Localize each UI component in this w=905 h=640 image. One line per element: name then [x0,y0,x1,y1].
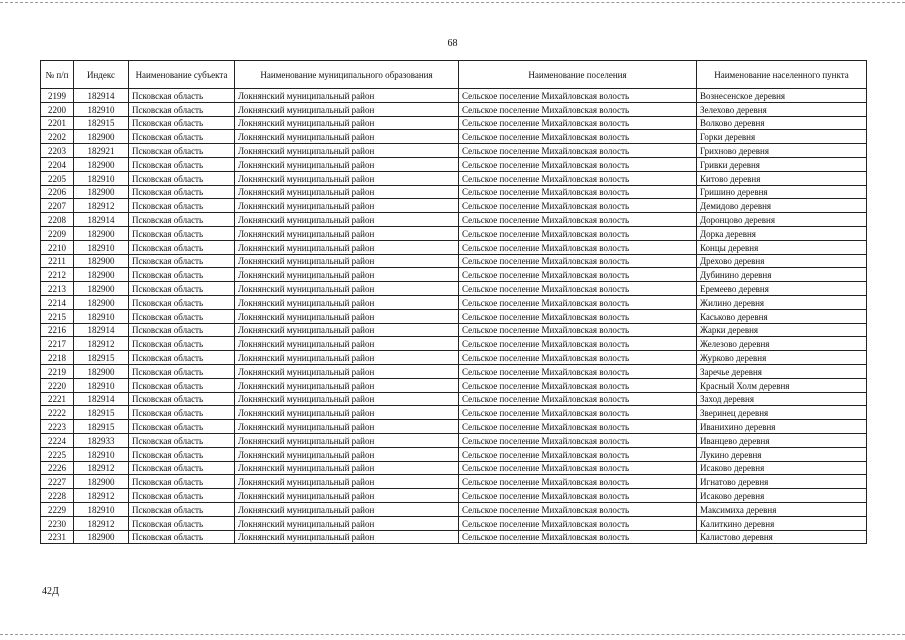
header-row [41,61,867,89]
cell-subject: Псковская область [129,171,235,185]
cell-subject: Псковская область [129,364,235,378]
cell-index: 182900 [74,282,129,296]
cell-settlement: Сельское поселение Михайловская волость [459,475,697,489]
cell-municipality: Локнянский муниципальный район [235,240,459,254]
cell-subject: Псковская область [129,295,235,309]
cell-number: 2227 [41,475,74,489]
cell-settlement: Сельское поселение Михайловская волость [459,392,697,406]
table-row [41,213,867,227]
cell-locality: Максимиха деревня [697,502,867,516]
cell-number: 2201 [41,116,74,130]
cell-locality: Китово деревня [697,171,867,185]
cell-municipality: Локнянский муниципальный район [235,489,459,503]
cell-number: 2225 [41,447,74,461]
cell-subject: Псковская область [129,433,235,447]
header-settlement: Наименование поселения [459,61,697,89]
cell-number: 2206 [41,185,74,199]
cell-subject: Псковская область [129,157,235,171]
cell-settlement: Сельское поселение Михайловская волость [459,185,697,199]
cell-subject: Псковская область [129,378,235,392]
cell-locality: Звеpинец деревня [697,406,867,420]
cell-number: 2199 [41,89,74,103]
cell-locality: Иванихино деревня [697,420,867,434]
table-body [41,89,867,544]
cell-index: 182900 [74,268,129,282]
cell-subject: Псковская область [129,240,235,254]
cell-locality: Гришино деревня [697,185,867,199]
cell-settlement: Сельское поселение Михайловская волость [459,364,697,378]
header-locality: Наименование населенного пункта [697,61,867,89]
cell-number: 2204 [41,157,74,171]
cell-settlement: Сельское поселение Михайловская волость [459,295,697,309]
table-row [41,378,867,392]
cell-number: 2207 [41,199,74,213]
cell-subject: Псковская область [129,406,235,420]
table-row [41,323,867,337]
cell-number: 2215 [41,309,74,323]
cell-subject: Псковская область [129,185,235,199]
cell-locality: Дорка деревня [697,226,867,240]
cell-settlement: Сельское поселение Михайловская волость [459,199,697,213]
cell-locality: Горки деревня [697,130,867,144]
cell-municipality: Локнянский муниципальный район [235,282,459,296]
cell-number: 2222 [41,406,74,420]
cell-index: 182912 [74,489,129,503]
table-row [41,199,867,213]
cell-settlement: Сельское поселение Михайловская волость [459,378,697,392]
table-row [41,475,867,489]
cell-index: 182900 [74,157,129,171]
cell-index: 182912 [74,516,129,530]
cell-number: 2212 [41,268,74,282]
cell-locality: Дрехово деревня [697,254,867,268]
cell-index: 182910 [74,309,129,323]
cell-index: 182900 [74,364,129,378]
cell-number: 2217 [41,337,74,351]
cell-locality: Журково деревня [697,351,867,365]
cell-index: 182915 [74,351,129,365]
cell-settlement: Сельское поселение Михайловская волость [459,268,697,282]
cell-locality: Игнатово деревня [697,475,867,489]
scan-edge-top [0,2,905,3]
cell-subject: Псковская область [129,489,235,503]
table-row [41,240,867,254]
cell-subject: Псковская область [129,282,235,296]
cell-settlement: Сельское поселение Михайловская волость [459,530,697,544]
cell-subject: Псковская область [129,475,235,489]
cell-number: 2224 [41,433,74,447]
cell-number: 2213 [41,282,74,296]
cell-locality: Каськово деревня [697,309,867,323]
cell-municipality: Локнянский муниципальный район [235,89,459,103]
cell-subject: Псковская область [129,268,235,282]
cell-subject: Псковская область [129,337,235,351]
cell-number: 2220 [41,378,74,392]
cell-settlement: Сельское поселение Михайловская волость [459,102,697,116]
cell-index: 182915 [74,116,129,130]
cell-index: 182912 [74,337,129,351]
cell-index: 182900 [74,226,129,240]
cell-settlement: Сельское поселение Михайловская волость [459,406,697,420]
table-row [41,171,867,185]
cell-index: 182912 [74,199,129,213]
cell-municipality: Локнянский муниципальный район [235,157,459,171]
cell-locality: Гривки деревня [697,157,867,171]
table-row [41,268,867,282]
cell-index: 182910 [74,378,129,392]
cell-settlement: Сельское поселение Михайловская волость [459,516,697,530]
cell-number: 2214 [41,295,74,309]
cell-municipality: Локнянский муниципальный район [235,392,459,406]
cell-municipality: Локнянский муниципальный район [235,213,459,227]
cell-subject: Псковская область [129,447,235,461]
cell-locality: Вознесенское деревня [697,89,867,103]
cell-number: 2208 [41,213,74,227]
cell-municipality: Локнянский муниципальный район [235,102,459,116]
cell-municipality: Локнянский муниципальный район [235,254,459,268]
cell-municipality: Локнянский муниципальный район [235,461,459,475]
cell-locality: Зелехово деревня [697,102,867,116]
cell-municipality: Локнянский муниципальный район [235,130,459,144]
header-municipality: Наименование муниципального образования [235,61,459,89]
table-row [41,295,867,309]
cell-municipality: Локнянский муниципальный район [235,226,459,240]
cell-subject: Псковская область [129,351,235,365]
table-row [41,157,867,171]
cell-municipality: Локнянский муниципальный район [235,475,459,489]
cell-settlement: Сельское поселение Михайловская волость [459,226,697,240]
cell-locality: Грихново деревня [697,144,867,158]
cell-subject: Псковская область [129,199,235,213]
cell-settlement: Сельское поселение Михайловская волость [459,351,697,365]
cell-index: 182914 [74,323,129,337]
cell-index: 182900 [74,130,129,144]
cell-locality: Калистово деревня [697,530,867,544]
cell-municipality: Локнянский муниципальный район [235,268,459,282]
cell-municipality: Локнянский муниципальный район [235,530,459,544]
cell-settlement: Сельское поселение Михайловская волость [459,461,697,475]
table-row [41,392,867,406]
header-number: № п/п [41,61,74,89]
cell-locality: Красный Холм деревня [697,378,867,392]
cell-locality: Заречье деревня [697,364,867,378]
cell-settlement: Сельское поселение Михайловская волость [459,323,697,337]
cell-settlement: Сельское поселение Михайловская волость [459,130,697,144]
cell-locality: Исаково деревня [697,461,867,475]
cell-settlement: Сельское поселение Михайловская волость [459,433,697,447]
cell-municipality: Локнянский муниципальный район [235,364,459,378]
cell-number: 2230 [41,516,74,530]
cell-number: 2200 [41,102,74,116]
table-row [41,144,867,158]
cell-index: 182921 [74,144,129,158]
cell-index: 182915 [74,406,129,420]
cell-locality: Еремеево деревня [697,282,867,296]
cell-settlement: Сельское поселение Михайловская волость [459,254,697,268]
cell-municipality: Локнянский муниципальный район [235,502,459,516]
cell-locality: Жарки деревня [697,323,867,337]
cell-municipality: Локнянский муниципальный район [235,337,459,351]
cell-index: 182900 [74,295,129,309]
cell-index: 182914 [74,213,129,227]
table-row [41,254,867,268]
cell-subject: Псковская область [129,461,235,475]
cell-index: 182915 [74,420,129,434]
cell-number: 2228 [41,489,74,503]
table-row [41,433,867,447]
cell-settlement: Сельское поселение Михайловская волость [459,309,697,323]
cell-settlement: Сельское поселение Михайловская волость [459,447,697,461]
cell-municipality: Локнянский муниципальный район [235,378,459,392]
table-row [41,309,867,323]
cell-subject: Псковская область [129,530,235,544]
table-row [41,489,867,503]
cell-municipality: Локнянский муниципальный район [235,116,459,130]
cell-number: 2219 [41,364,74,378]
cell-subject: Псковская область [129,502,235,516]
cell-index: 182900 [74,254,129,268]
cell-index: 182910 [74,240,129,254]
header-subject: Наименование субъекта [129,61,235,89]
cell-index: 182900 [74,530,129,544]
table-row [41,420,867,434]
cell-municipality: Локнянский муниципальный район [235,351,459,365]
cell-subject: Псковская область [129,130,235,144]
cell-subject: Псковская область [129,116,235,130]
table-row [41,461,867,475]
cell-municipality: Локнянский муниципальный район [235,323,459,337]
cell-index: 182914 [74,89,129,103]
cell-settlement: Сельское поселение Михайловская волость [459,489,697,503]
cell-number: 2216 [41,323,74,337]
table-row [41,351,867,365]
cell-municipality: Локнянский муниципальный район [235,516,459,530]
cell-settlement: Сельское поселение Михайловская волость [459,171,697,185]
cell-subject: Псковская область [129,392,235,406]
cell-index: 182910 [74,447,129,461]
page-number: 68 [447,38,458,49]
cell-subject: Псковская область [129,254,235,268]
table-row [41,89,867,103]
cell-locality: Заход деревня [697,392,867,406]
cell-number: 2221 [41,392,74,406]
cell-index: 182910 [74,502,129,516]
table-row [41,337,867,351]
table-row [41,364,867,378]
table-row [41,116,867,130]
cell-number: 2203 [41,144,74,158]
cell-index: 182933 [74,433,129,447]
header-index: Индекс [74,61,129,89]
table-row [41,185,867,199]
cell-municipality: Локнянский муниципальный район [235,406,459,420]
table-row [41,530,867,544]
cell-number: 2202 [41,130,74,144]
cell-subject: Псковская область [129,102,235,116]
cell-municipality: Локнянский муниципальный район [235,433,459,447]
cell-locality: Демидово деревня [697,199,867,213]
cell-settlement: Сельское поселение Михайловская волость [459,213,697,227]
table-row [41,102,867,116]
cell-locality: Жилино деревня [697,295,867,309]
cell-municipality: Локнянский муниципальный район [235,144,459,158]
cell-locality: Доронцово деревня [697,213,867,227]
cell-subject: Псковская область [129,213,235,227]
table-row [41,282,867,296]
cell-index: 182900 [74,185,129,199]
footer-code: 42Д [42,586,59,597]
cell-subject: Псковская область [129,89,235,103]
cell-subject: Псковская область [129,144,235,158]
table-header [41,61,867,89]
cell-index: 182910 [74,171,129,185]
cell-settlement: Сельское поселение Михайловская волость [459,337,697,351]
cell-locality: Иванцево деревня [697,433,867,447]
cell-subject: Псковская область [129,226,235,240]
cell-number: 2229 [41,502,74,516]
cell-municipality: Локнянский муниципальный район [235,295,459,309]
cell-subject: Псковская область [129,323,235,337]
settlements-table [40,60,867,544]
cell-number: 2209 [41,226,74,240]
cell-index: 182910 [74,102,129,116]
cell-municipality: Локнянский муниципальный район [235,309,459,323]
cell-locality: Лукино деревня [697,447,867,461]
table-row [41,447,867,461]
scan-edge-bottom [0,634,905,635]
table-row [41,516,867,530]
cell-municipality: Локнянский муниципальный район [235,199,459,213]
cell-settlement: Сельское поселение Михайловская волость [459,282,697,296]
cell-locality: Концы деревня [697,240,867,254]
cell-number: 2210 [41,240,74,254]
cell-locality: Калиткино деревня [697,516,867,530]
cell-settlement: Сельское поселение Михайловская волость [459,144,697,158]
table-row [41,130,867,144]
cell-municipality: Локнянский муниципальный район [235,185,459,199]
cell-locality: Исаково деревня [697,489,867,503]
cell-settlement: Сельское поселение Михайловская волость [459,157,697,171]
table-row [41,406,867,420]
cell-locality: Дубинино деревня [697,268,867,282]
cell-locality: Волково деревня [697,116,867,130]
cell-number: 2226 [41,461,74,475]
cell-number: 2211 [41,254,74,268]
cell-number: 2231 [41,530,74,544]
cell-number: 2205 [41,171,74,185]
cell-index: 182914 [74,392,129,406]
cell-number: 2223 [41,420,74,434]
cell-locality: Железово деревня [697,337,867,351]
cell-municipality: Локнянский муниципальный район [235,447,459,461]
cell-settlement: Сельское поселение Михайловская волость [459,420,697,434]
cell-index: 182912 [74,461,129,475]
cell-settlement: Сельское поселение Михайловская волость [459,240,697,254]
cell-settlement: Сельское поселение Михайловская волость [459,502,697,516]
cell-number: 2218 [41,351,74,365]
cell-settlement: Сельское поселение Михайловская волость [459,116,697,130]
cell-municipality: Локнянский муниципальный район [235,420,459,434]
table-row [41,226,867,240]
cell-index: 182900 [74,475,129,489]
cell-settlement: Сельское поселение Михайловская волость [459,89,697,103]
table-row [41,502,867,516]
cell-municipality: Локнянский муниципальный район [235,171,459,185]
cell-subject: Псковская область [129,420,235,434]
cell-subject: Псковская область [129,309,235,323]
cell-subject: Псковская область [129,516,235,530]
